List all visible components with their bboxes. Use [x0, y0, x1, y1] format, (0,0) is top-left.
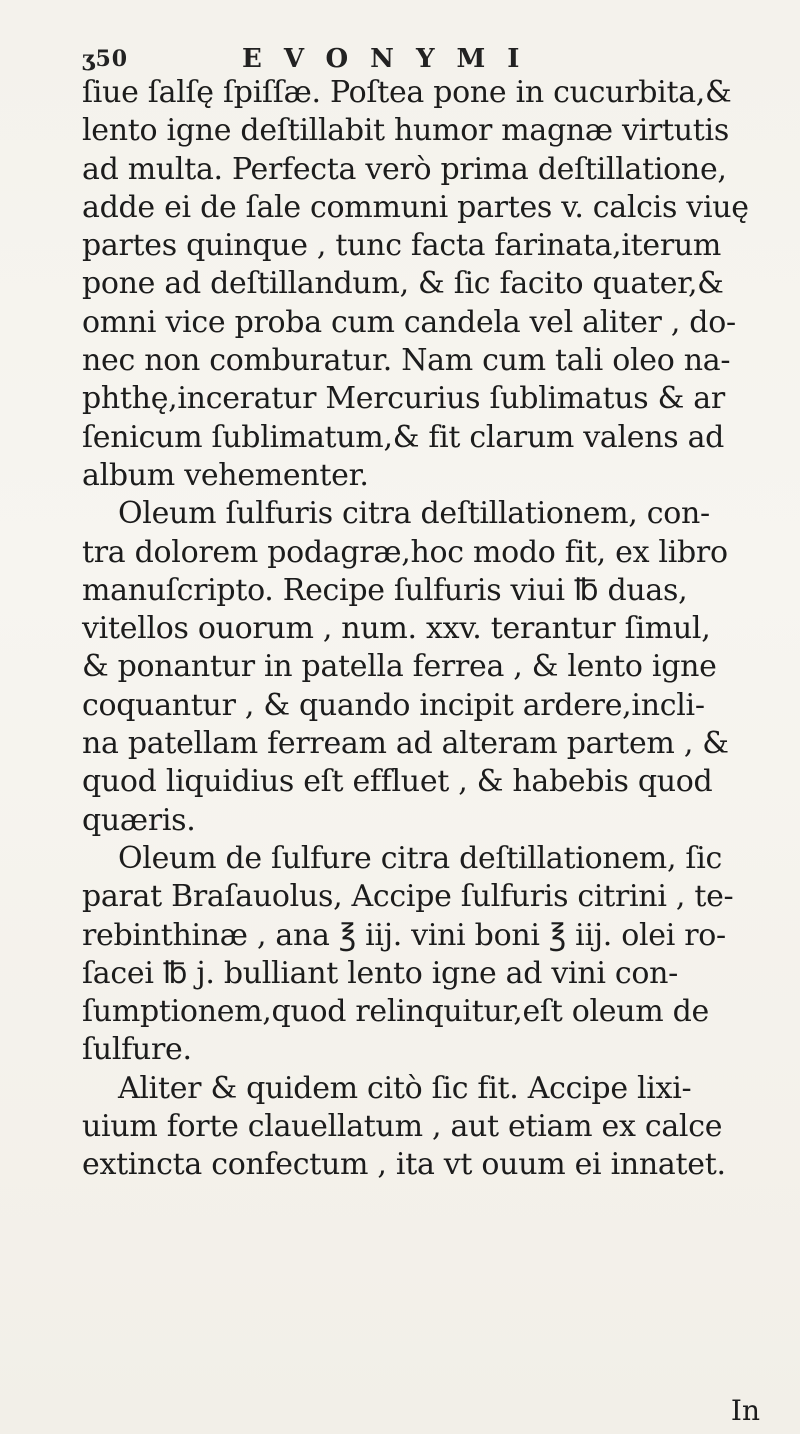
- text-line: ſiue ſalſę ſpiſſæ. Poſtea pone in cucurbita,&: [82, 75, 732, 110]
- text-line: ſenicum ſublimatum,& fit clarum valens ad: [82, 419, 725, 455]
- text-line: album vehementer.: [82, 457, 369, 493]
- text-line: ad multa. Perfecta verò prima deſtillatione,: [82, 151, 727, 187]
- running-head: EVONYMI: [242, 44, 542, 74]
- text-line: uium forte clauellatum , aut etiam ex calce: [82, 1109, 723, 1145]
- text-line: lento igne deſtillabit humor magnæ virtutis: [82, 113, 729, 149]
- text-line: ſacei ℔ j. bulliant lento igne ad vini con-: [82, 955, 679, 991]
- text-line: adde ei de ſale communi partes v. calcis viuę: [82, 189, 749, 225]
- text-line: rebinthinæ , ana ℥ iij. vini boni ℥ iij. olei ro-: [82, 917, 726, 953]
- text-line: quæris.: [82, 802, 196, 838]
- text-line: partes quinque , tunc facta farinata,iterum: [82, 228, 722, 264]
- text-line: parat Braſauolus, Accipe ſulfuris citrini , te-: [82, 879, 734, 915]
- text-line: tra dolorem podagræ,hoc modo fit, ex libro: [82, 534, 728, 570]
- catchword: In: [730, 1394, 760, 1427]
- body-text: [82, 74, 792, 1185]
- text-line: omni vice proba cum candela vel aliter , do-: [82, 304, 736, 340]
- text-line: ſulfure.: [82, 1032, 192, 1068]
- page-number: ʒ50: [82, 46, 129, 72]
- text-line: extincta confectum , ita vt ouum ei innatet.: [82, 1147, 726, 1183]
- text-line: quod liquidius eſt effluet , & habebis quod: [82, 764, 713, 800]
- text-line: ſumptionem,quod relinquitur,eſt oleum de: [82, 994, 709, 1030]
- text-line: vitellos ouorum , num. xxv. terantur ſimul,: [82, 611, 711, 647]
- text-line: & ponantur in patella ferrea , & lento igne: [82, 649, 717, 685]
- text-line: nec non comburatur. Nam cum tali oleo na-: [82, 343, 731, 379]
- text-line: pone ad deſtillandum, & ſic facito quater,&: [82, 266, 724, 302]
- text-line: phthę,inceratur Mercurius ſublimatus & ar: [82, 381, 725, 417]
- text-line: coquantur , & quando incipit ardere,incli-: [82, 687, 705, 723]
- text-line: Aliter & quidem citò ſic fit. Accipe lixi-: [118, 1070, 692, 1106]
- text-line: na patellam ferream ad alteram partem , &: [82, 726, 729, 762]
- text-line: Oleum ſulfuris citra deſtillationem, con-: [118, 496, 710, 532]
- text-line: Oleum de ſulfure citra deſtillationem, ſic: [118, 840, 723, 876]
- text-line: manuſcripto. Recipe ſulfuris viui ℔ duas,: [82, 572, 688, 608]
